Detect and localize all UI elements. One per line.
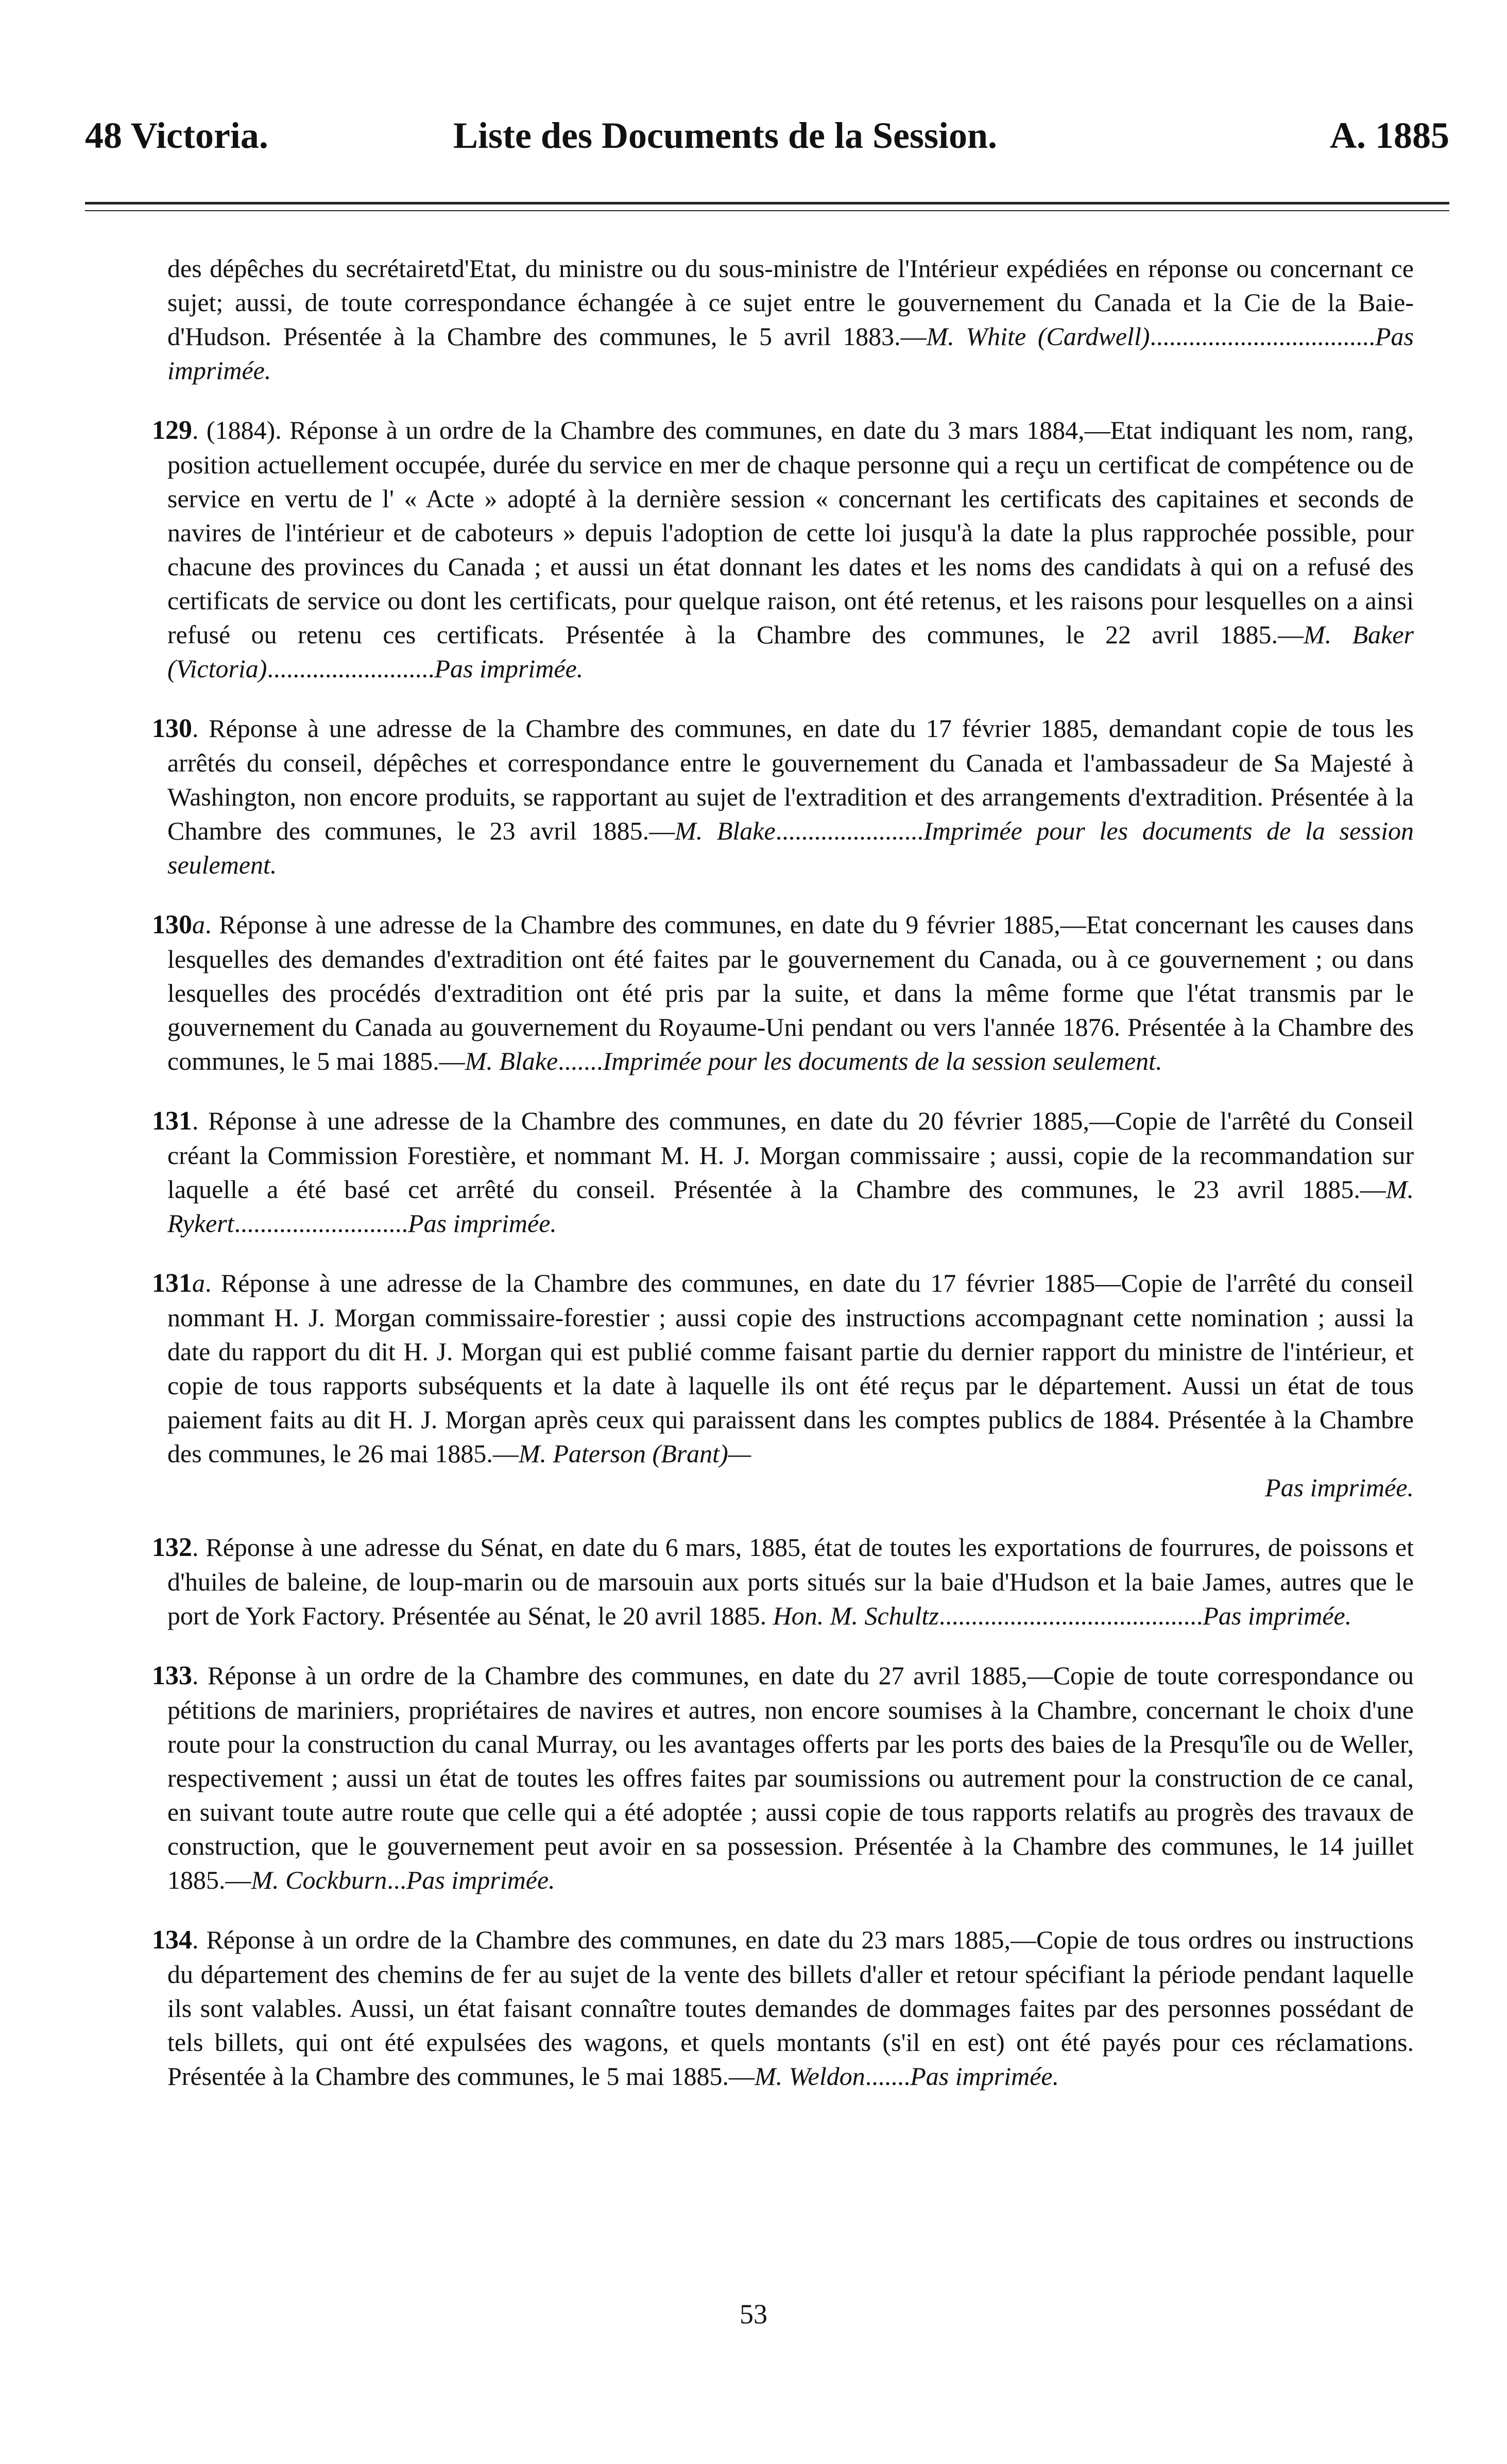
entry-131a [152,1266,1414,1504]
entry-number: 131 [152,1106,192,1136]
entry-129 [152,413,1414,686]
entry-leader: .......................... [267,654,435,683]
entry-number: 132 [152,1533,192,1562]
entry-author: M. Rykert [167,1175,1414,1238]
entry-status: Pas imprimée. [408,1209,557,1238]
entry-status: Imprimée pour les documents de la session seulement. [167,816,1414,879]
entry-leader: ....... [865,2062,911,2091]
header-regnal-year: 48 Victoria. [85,115,268,156]
entry-author: M. Cockburn [251,1866,387,1894]
entry-text: . (1884). Réponse à un ordre de la Chambre des communes, en date du 3 mars 1884,—Etat indiquant les nom, rang, position actuellement occupée, durée du service en mer de chaque personne qui a reçu un certificat de compétence ou de service en vertu de l' « Acte » adopté à la dernière session « concernant les certificats des capitaines et seconds de navires de l'intérieur et de caboteurs » depuis l'adoption de cette loi jusqu'à la date la plus rapprochée possible, pour chacune des provinces du Canada ; et aussi un état donnant les dates et les noms des candidats à qui on a refusé des certificats de service ou dont les certificats, pour quelque raison, ont été retenus, et les raisons pour lesquelles on a ainsi refusé ou retenu ces certificats. Présentée à la Chambre des communes, le 22 avril 1885.— [167,416,1414,649]
entry-text: . Réponse à un ordre de la Chambre des communes, en date du 27 avril 1885,—Copie de toute correspondance ou pétitions de mariniers, propriétaires de navires et autres, non encore soumises à la Chambre, concernant le choix d'une route pour la construction du canal Murray, ou les avantages offerts par les ports des baies de la Presqu'île ou de Weller, respectivement ; aussi un état de toutes les offres faites par soumissions ou autrement pour la construction de ce canal, en suivant toute autre route que celle qui a été adoptée ; aussi copie de tous rapports relatifs au progrès des travaux de construction, que le gouvernement peut avoir en sa possession. Présentée à la Chambre des communes, le 14 juillet 1885.— [167,1661,1414,1894]
entry-text: . Réponse à un ordre de la Chambre des communes, en date du 23 mars 1885,—Copie de tous ordres ou instructions du département des chemins de fer au sujet de la vente des billets d'aller et retour spécifiant la période pendant laquelle ils sont valables. Aussi, un état faisant connaître toutes demandes de dommages faites par des personnes possédant de tels billets, qui ont été expulsées des wagons, et quels montants (s'il en est) ont été payés pour ces réclamations. Présentée à la Chambre des communes, le 5 mai 1885.— [167,1925,1414,2091]
entry-text: . Réponse à une adresse du Sénat, en date du 6 mars, 1885, état de toutes les exportations de fourrures, de poissons et d'huiles de baleine, de loup-marin ou de marsouin aux ports situés sur la baie d'Hudson et la baie James, autres que le port de York Factory. Présentée au Sénat, le 20 avril 1885. [167,1533,1414,1630]
entry-number: 131 [152,1269,192,1298]
entry-leader: ... [387,1866,406,1894]
entry-131 [152,1104,1414,1240]
entry-leader: ........................... [234,1209,408,1238]
entry-author: M. Paterson (Brant)— [518,1439,751,1468]
entry-leader: ................................... [1150,322,1375,351]
entry-leader: ......................................... [938,1601,1203,1630]
entry-number-suffix: a [192,910,205,939]
entry-author: Hon. M. Schultz [773,1601,939,1630]
entry-status: Pas imprimée. [910,2062,1059,2091]
header-rule-thin [85,210,1449,211]
entry-133 [152,1658,1414,1897]
entry-author: M. White (Cardwell) [926,322,1150,351]
entry-text: . Réponse à une adresse de la Chambre des communes, en date du 20 février 1885,—Copie de l'arrêté du Conseil créant la Commission Forestière, et nommant M. H. J. Morgan commissaire ; aussi, copie de la recommandation sur laquelle a été basé cet arrêté du conseil. Présentée à la Chambre des communes, le 23 avril 1885.— [167,1106,1414,1204]
entry-number: 133 [152,1661,192,1690]
entry-text: . Réponse à une adresse de la Chambre des communes, en date du 17 février 1885, demandant copie de tous les arrêtés du conseil, dépêches et correspondance entre le gouvernement du Canada et l'ambassadeur de Sa Majesté à Washington, non encore produits, se rapportant au sujet de l'extradition et des arrangements d'extradition. Présentée à la Chambre des communes, le 23 avril 1885.— [167,714,1414,845]
entry-status: Pas imprimée. [1265,1473,1414,1502]
entry-author: M. Blake [465,1047,558,1075]
entry-number: 134 [152,1925,192,1955]
entry-132 [152,1530,1414,1633]
entry-status: Pas imprimée. [1203,1601,1352,1630]
entry-status: Imprimée pour les documents de la session seulement. [603,1047,1162,1075]
entry-number-suffix: a [192,1269,205,1297]
entry-author: M. Baker (Victoria) [167,620,1414,683]
entry-leader: ....................... [775,816,924,845]
entry-status: Pas imprimée. [434,654,584,683]
entry-130 [152,711,1414,882]
header-rule-thick [85,202,1449,204]
entry-134 [152,1923,1414,2093]
entry-text: . Réponse à une adresse de la Chambre des communes, en date du 9 février 1885,—Etat concernant les causes dans lesquelles des demandes d'extradition ont été faites par le gouvernement du Canada, ou à ce gouvernement ; ou dans lesquelles des procédés d'extradition ont été pris par la suite, et dans la même forme que l'état transmis par le gouvernement du Canada au gouvernement du Royaume-Uni pendant ou vers l'année 1876. Présentée à la Chambre des communes, le 5 mai 1885.— [167,910,1414,1075]
entry-text: . Réponse à une adresse de la Chambre des communes, en date du 17 février 1885—Copie de l'arrêté du conseil nommant H. J. Morgan commissaire-forestier ; aussi copie des instructions accompagnant cette nomination ; aussi la date du rapport du dit H. J. Morgan qui est publié comme faisant partie du dernier rapport du ministre de l'intérieur, et copie de tous rapports subséquents et la date à laquelle ils ont été reçus par le département. Aussi un état de tous paiement faits au dit H. J. Morgan après ceux qui paraissent dans les comptes publics de 1884. Présentée à la Chambre des communes, le 26 mai 1885.— [167,1269,1414,1468]
entry-author: M. Blake [675,816,776,845]
entry-number: 130 [152,714,192,743]
entry-text: des dépêches du secrétairetd'Etat, du ministre ou du sous-ministre de l'Intérieur expédiées en réponse ou concernant ce sujet; aussi, de toute correspondance échangée à ce sujet entre le gouvernement du Canada et la Cie de la Baie-d'Hudson. Présentée à la Chambre des communes, le 5 avril 1883.— [167,254,1414,351]
entry-number: 130 [152,910,192,939]
header-year: A. 1885 [1330,115,1449,156]
entry-author: M. Weldon [754,2062,865,2091]
entry-130a [152,908,1414,1078]
entry-number: 129 [152,416,192,445]
entry-status: Pas imprimée. [167,322,1414,385]
header-title: Liste des Documents de la Session. [453,115,998,156]
entry-leader: ....... [558,1047,603,1075]
entry-status: Pas imprimée. [406,1866,555,1894]
continuation-entry [152,251,1414,387]
document-body [152,226,1414,2119]
page-number: 53 [740,2299,767,2330]
